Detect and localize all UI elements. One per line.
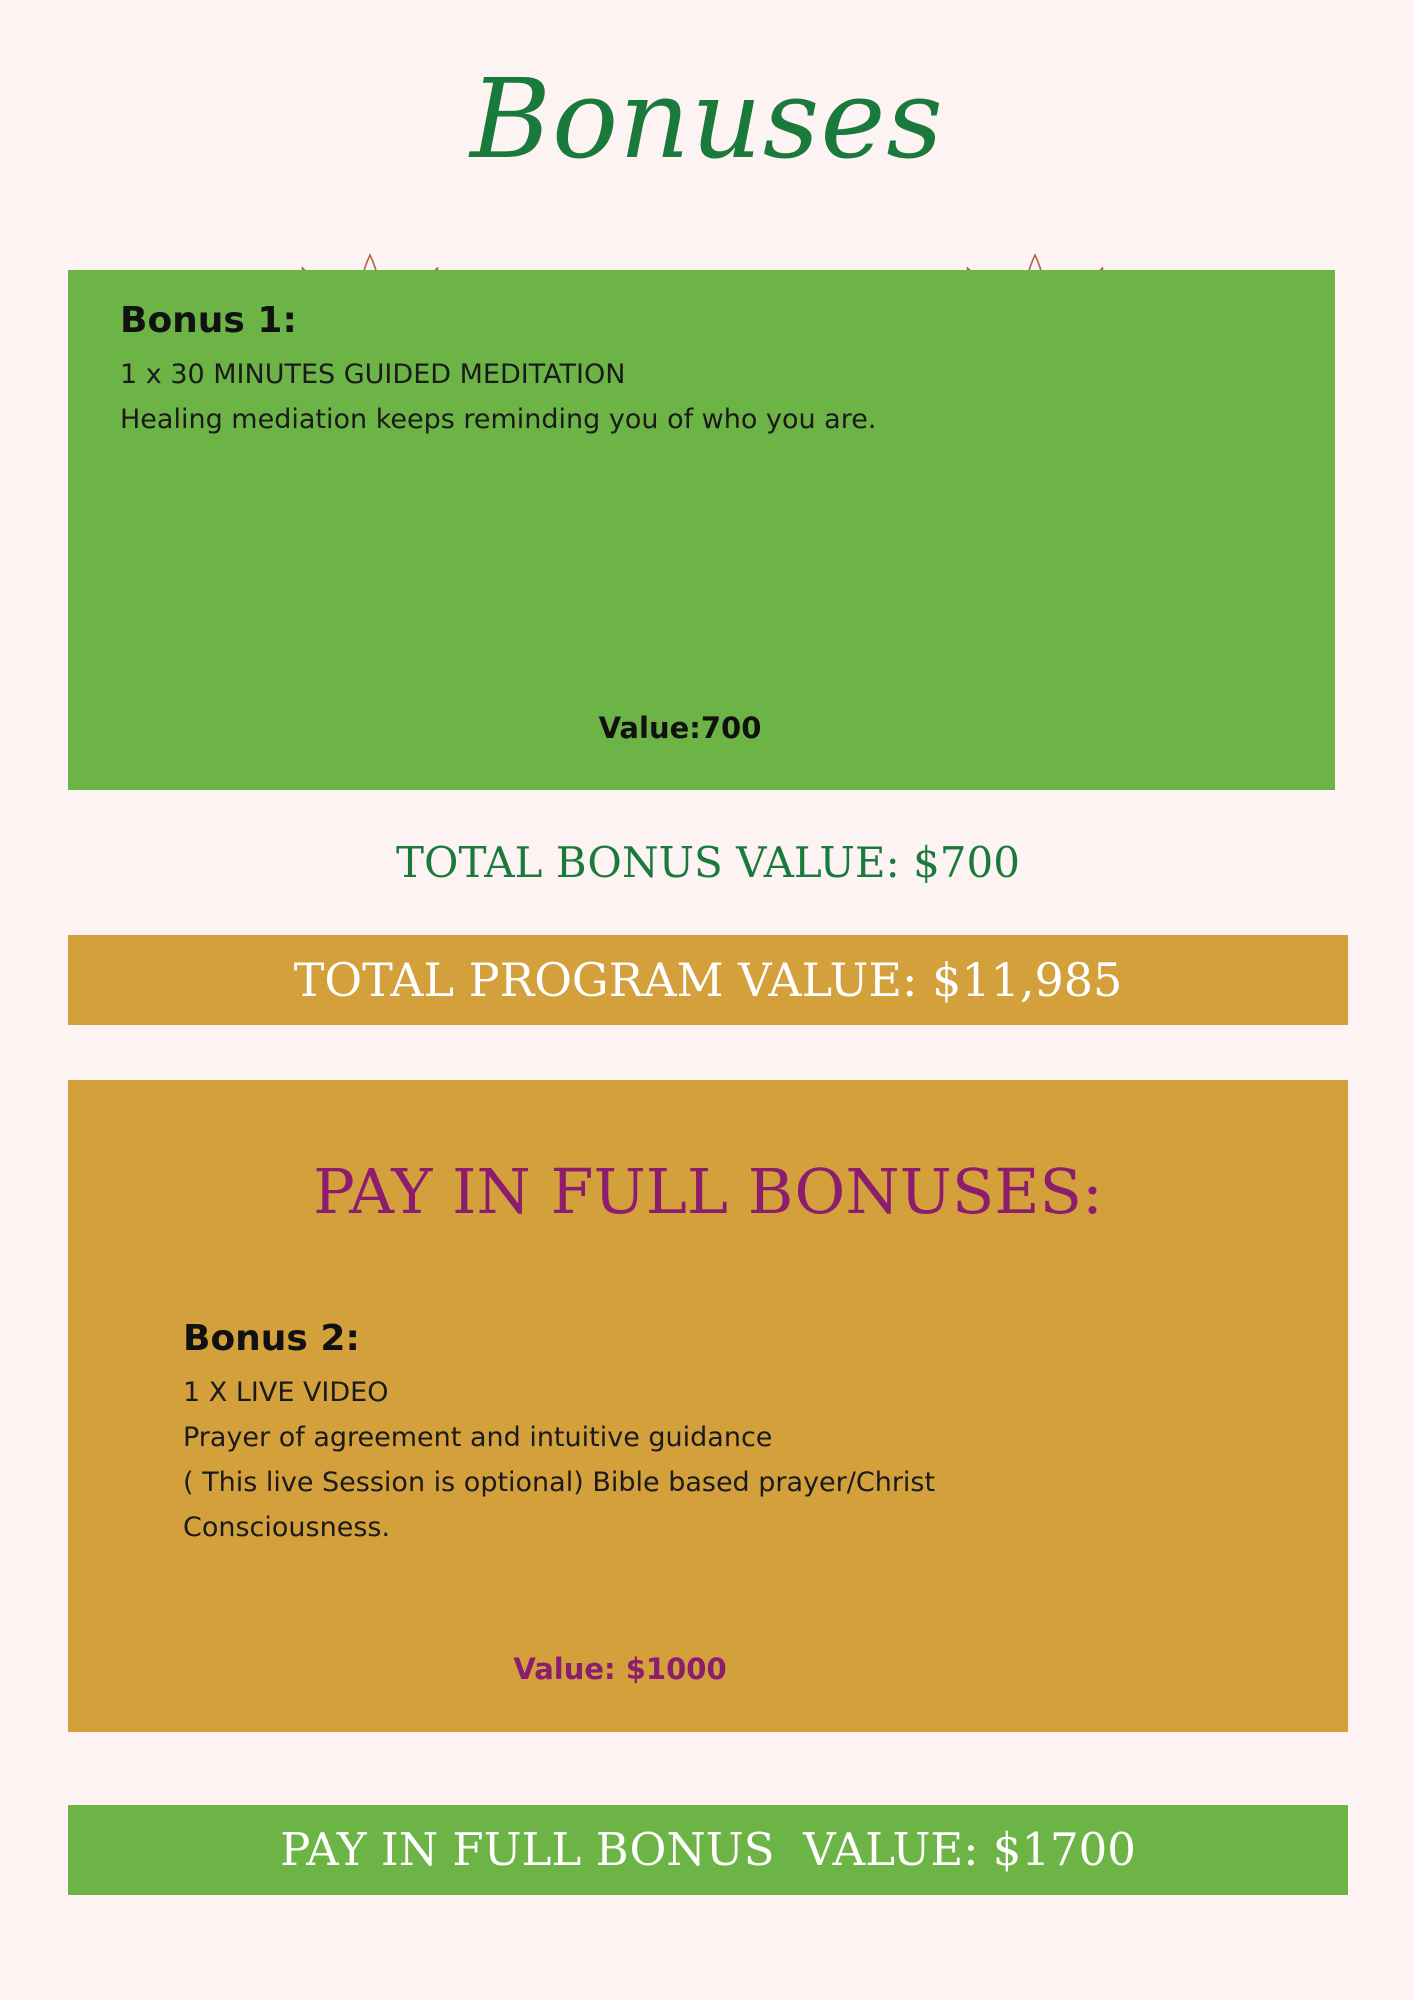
bonus1-value: Value:700 (598, 711, 762, 745)
total-bonus-value: TOTAL BONUS VALUE: $700 (396, 838, 1020, 887)
pay-in-full-heading: PAY IN FULL BONUSES: (313, 1155, 1103, 1228)
bonus2-line4: Consciousness. (183, 1512, 391, 1543)
pay-in-full-value: PAY IN FULL BONUS VALUE: $1700 (280, 1823, 1136, 1876)
bonus2-line1: 1 X LIVE VIDEO (183, 1377, 389, 1408)
total-program-value: TOTAL PROGRAM VALUE: $11,985 (293, 953, 1123, 1007)
bonus2-heading: Bonus 2: (183, 1318, 360, 1359)
bonus1-heading: Bonus 1: (120, 300, 297, 341)
page-title: Bonuses (470, 55, 944, 183)
bonus1-line1: 1 x 30 MINUTES GUIDED MEDITATION (120, 359, 626, 390)
bonus1-line2: Healing mediation keeps reminding you of who you are. (120, 404, 877, 435)
bonus2-value: Value: $1000 (513, 1652, 727, 1686)
bonus2-line2: Prayer of agreement and intuitive guidance (183, 1422, 773, 1453)
bonus2-line3: ( This live Session is optional) Bible based prayer/Christ (183, 1467, 936, 1498)
